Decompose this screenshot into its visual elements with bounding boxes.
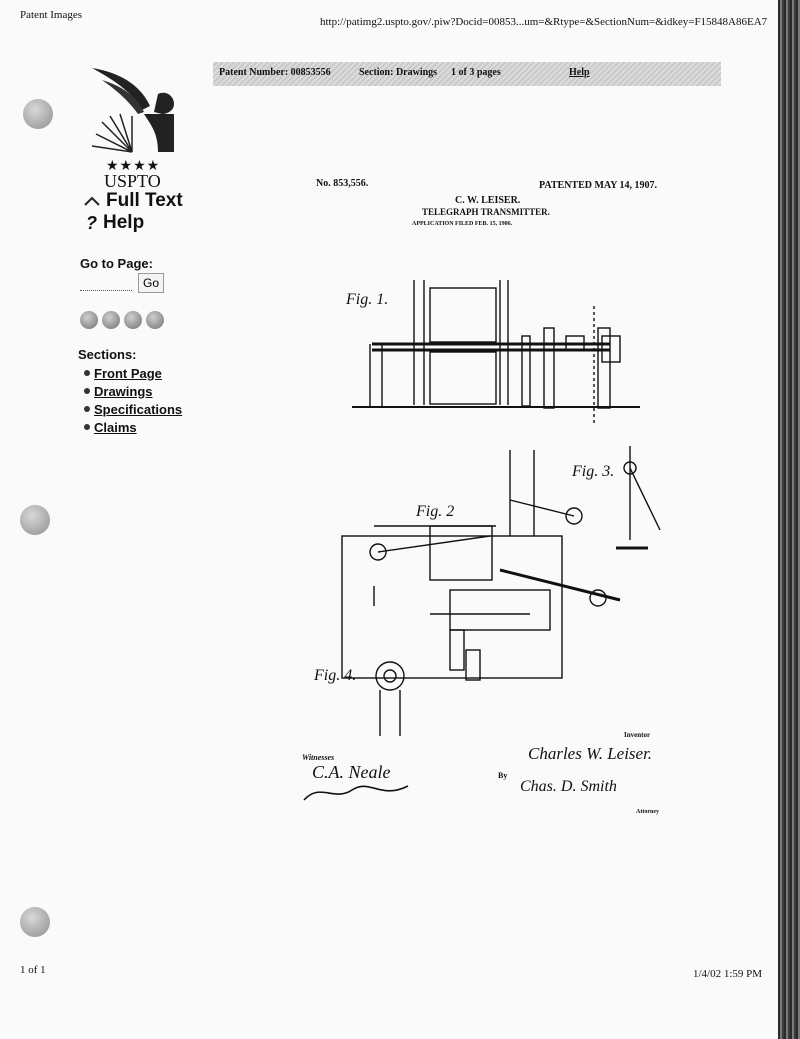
punch-hole: [23, 99, 53, 129]
fig3-label: Fig. 3.: [572, 463, 615, 480]
eagle-icon: [88, 66, 180, 156]
uspto-logo[interactable]: [88, 66, 188, 191]
witness-signature: C.A. Neale: [312, 762, 391, 782]
patent-drawing: [290, 240, 710, 740]
logo-stars: ★★★★: [106, 159, 161, 174]
section-link[interactable]: Drawings: [94, 383, 153, 399]
section-link[interactable]: Front Page: [94, 365, 162, 381]
print-header-title: Patent Images: [20, 9, 83, 21]
section-claims[interactable]: [84, 418, 182, 436]
patent-toolbar: [213, 62, 721, 86]
section-drawings[interactable]: [84, 382, 182, 400]
bullet-icon: [84, 424, 90, 430]
bullet-icon: [84, 406, 90, 412]
patent-title: TELEGRAPH TRANSMITTER.: [422, 207, 550, 217]
fig1-label: Fig. 1.: [346, 291, 389, 308]
full-text-label: Full Text: [106, 190, 183, 211]
scan-edge: [778, 0, 800, 1039]
full-text-link[interactable]: [84, 190, 183, 212]
help-label: Help: [103, 212, 145, 233]
last-page-icon[interactable]: [146, 311, 164, 329]
page-nav-buttons: [80, 311, 168, 329]
print-header-url: http://patimg2.uspto.gov/.piw?Docid=00853...um=&Rtype=&SectionNum=&idkey=F15848A86EA7: [320, 16, 768, 28]
bullet-icon: [84, 388, 90, 394]
patent-number: Patent Number: 00853556: [219, 67, 331, 78]
patent-date: PATENTED MAY 14, 1907.: [539, 180, 658, 191]
first-page-icon[interactable]: [80, 311, 98, 329]
patent-no: No. 853,556.: [316, 178, 369, 189]
caret-up-icon: [84, 195, 100, 207]
section-link[interactable]: Claims: [94, 419, 137, 435]
section-link[interactable]: Specifications: [94, 401, 183, 417]
fig4-label: Fig. 4.: [314, 667, 357, 684]
bullet-icon: [84, 370, 90, 376]
help-link[interactable]: [86, 212, 144, 234]
toolbar-help-link[interactable]: Help: [569, 67, 590, 78]
attorney-caption: Attorney: [636, 809, 659, 815]
goto-page-input[interactable]: [80, 274, 132, 291]
section-name: Section: Drawings: [359, 67, 438, 78]
patent-inventor: C. W. LEISER.: [455, 195, 521, 206]
go-button[interactable]: Go: [138, 273, 164, 293]
next-page-icon[interactable]: [124, 311, 142, 329]
section-specifications[interactable]: [84, 400, 182, 418]
print-footer-datetime: 1/4/02 1:59 PM: [693, 968, 763, 980]
punch-hole: [20, 505, 50, 535]
question-icon: ?: [86, 212, 97, 233]
sections-label: Sections:: [78, 347, 137, 362]
section-front-page[interactable]: [84, 364, 182, 382]
attorney-signature: Chas. D. Smith: [520, 778, 617, 795]
witnesses-caption: Witnesses: [302, 753, 335, 762]
fig2-label: Fig. 2: [416, 503, 455, 520]
goto-label: Go to Page:: [80, 256, 153, 271]
prev-page-icon[interactable]: [102, 311, 120, 329]
print-footer-page: 1 of 1: [20, 964, 46, 976]
punch-hole: [20, 907, 50, 937]
witness2-signature: [300, 780, 412, 806]
logo-text: USPTO: [104, 171, 161, 191]
by-caption: By: [498, 771, 508, 780]
page-count: 1 of 3 pages: [451, 67, 501, 78]
inventor-caption: Inventor: [624, 731, 651, 739]
sections-list: [84, 364, 182, 436]
inventor-signature: Charles W. Leiser.: [528, 744, 653, 763]
patent-application: APPLICATION FILED FEB. 15, 1906.: [412, 221, 513, 227]
